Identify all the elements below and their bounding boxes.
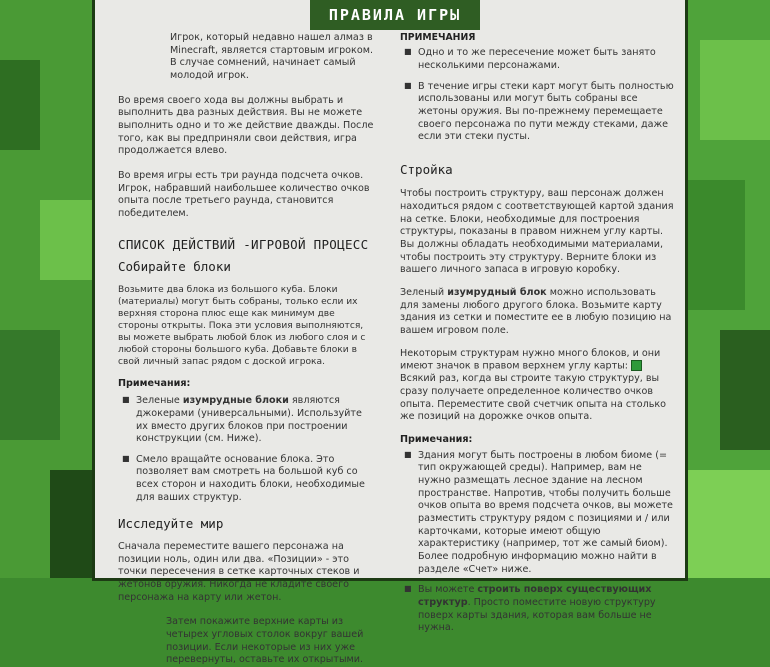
explore-title: Исследуйте мир	[118, 516, 224, 532]
list-item: ■ Смело вращайте основание блока. Это позволяет вам смотреть на большой куб со всех сторон и находить блоки, необходимые для ваших структур.	[136, 454, 376, 505]
background-block	[685, 470, 770, 578]
background-block	[700, 40, 770, 140]
background-block	[50, 470, 95, 578]
list-item: ■ Зеленые изумрудные блоки являются джокерами (универсальными). Используйте их вместо других блоков при построении конструкции (см. Ниже).	[136, 395, 376, 446]
section-title: СПИСОК ДЕЙСТВИЙ -ИГРОВОЙ ПРОЦЕСС	[118, 236, 369, 252]
notes-list	[118, 395, 376, 504]
background-block	[0, 330, 60, 440]
build-text: Чтобы построить структуру, ваш персонаж должен находиться рядом с соответствующей картой здания на сетке. Блоки, необходимые для построения структуры, показаны в правом нижнем углу карты. Вы должны обладать необходимыми материалами, чтобы построить эту структуру. Верните блоки из вашего личного запаса в игровую коробку.	[400, 188, 674, 276]
explore-text: Сначала переместите вашего персонажа на позиции ноль, один или два. «Позиции» - это точки пересечения в сетке карточных стеков и жетонов оружия. Никогда не кладите своего персонажа на карту или жетон.	[118, 540, 360, 603]
explore-text-2: Затем покажите верхние карты из четырех угловых столок вокруг вашей позиции. Если некоторые из них уже перевернуты, оставьте их открытыми.	[166, 616, 364, 666]
list-item: ■ В течение игры стеки карт могут быть полностью использованы или могут быть собраны все жетоны оружия. Вы по-прежнему перемещаете своего персонажа по пути между стеками, даже если эти стеки пусты.	[418, 81, 675, 144]
experience-icon	[631, 360, 642, 371]
right-column	[400, 32, 675, 635]
left-column	[118, 32, 376, 667]
points-text: Некоторым структурам нужно много блоков, и они имеют значок в правом верхнем углу карты: Всякий раз, когда вы строите такую структуру, вы сразу получаете определенное количество очков опыта. Переместите свой счетчик опыта на столько же позиций на дорожке очков опыта.	[400, 347, 667, 423]
notes-label: ПРИМЕЧАНИЯ	[400, 32, 476, 43]
emerald-text: Зеленый изумрудный блок можно использовать для замены любого другого блока. Возьмите карту здания из сетки и поместите ее в любую позицию на вашем игровом поле.	[400, 286, 672, 336]
intro-paragraph: Во время своего хода вы должны выбрать и выполнить два разных действия. Вы не можете выполнить одно и то же действие дважды. После того, как вы предприняли свои действия, игра продолжается влево.	[118, 94, 374, 157]
intro-paragraph: Во время игры есть три раунда подсчета очков. Игрок, набравший наибольшее количество очков опыта после третьего раунда, становится победителем.	[118, 169, 370, 219]
list-item: ■ Здания могут быть построены в любом биоме (= тип окружающей среды). Например, вам не нужно размещать лесное здание на лесном пространстве. Напротив, чтобы получить больше очков опыта во время подсчета очков, вы можете разместить структуру рядом с позициями и / или карточками, которые имеют общую характеристику (например, тот же самый биом). Более подробную информацию можно найти в разделе «Счет» ниже.	[418, 450, 675, 577]
collect-text: Возьмите два блока из большого куба. Блоки (материалы) могут быть собраны, только если их верхняя сторона плюс еще как минимум две стороны открыты. Пока эти условия выполняются, вы можете выбрать любой блок из любого слоя и с любой стороны большого куба. Добавьте блоки в свой личный запас рядом с доской игрока.	[118, 284, 366, 367]
notes-list	[400, 47, 675, 144]
background-block	[0, 60, 40, 150]
background-block	[720, 330, 770, 450]
page-title: ПРАВИЛА ИГРЫ	[310, 0, 480, 30]
list-item: ■ Вы можете строить поверх существующих структур. Просто поместите новую структуру поверх карты здания, которая вам больше не нужна.	[418, 584, 675, 635]
collect-title: Собирайте блоки	[118, 259, 231, 275]
notes-label: Примечания:	[400, 434, 473, 446]
background-block	[685, 180, 745, 310]
build-title: Стройка	[400, 161, 453, 177]
intro-paragraph: Игрок, который недавно нашел алмаз в Minecraft, является стартовым игроком. В случае сомнений, начинает самый молодой игрок.	[170, 32, 374, 81]
notes-label: Примечания:	[118, 377, 191, 389]
background-block	[40, 200, 95, 280]
list-item: ■ Одно и то же пересечение может быть занято несколькими персонажами.	[418, 47, 675, 72]
notes-list	[400, 450, 675, 635]
